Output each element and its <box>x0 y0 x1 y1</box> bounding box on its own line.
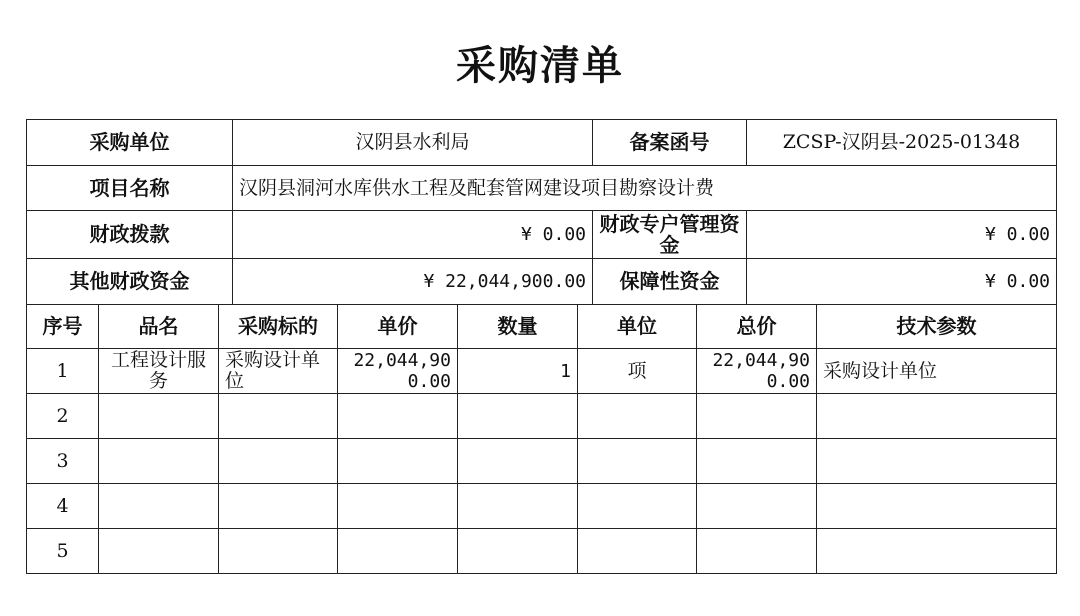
header-target: 采购标的 <box>219 305 338 349</box>
items-header-row <box>27 305 1057 349</box>
header-qty: 数量 <box>458 305 578 349</box>
row-qty <box>458 484 578 529</box>
row-name <box>99 394 219 439</box>
project-label: 项目名称 <box>27 166 233 211</box>
row-total <box>697 439 817 484</box>
header-no: 序号 <box>27 305 99 349</box>
row-unit <box>578 394 697 439</box>
row-unit <box>578 529 697 574</box>
row-target <box>219 529 338 574</box>
guarantee-value: ¥ 0.00 <box>747 259 1057 305</box>
row-qty: 1 <box>458 349 578 394</box>
header-price: 单价 <box>338 305 458 349</box>
row-no: 3 <box>27 439 99 484</box>
fiscal-value: ¥ 0.00 <box>233 211 593 259</box>
row-spec <box>817 439 1057 484</box>
row-target <box>219 439 338 484</box>
items-table <box>26 304 1057 574</box>
special-label: 财政专户管理资金 <box>593 211 747 259</box>
row-unit <box>578 484 697 529</box>
row-price <box>338 439 458 484</box>
row-price <box>338 394 458 439</box>
row-total: 22,044,900.00 <box>697 349 817 394</box>
other-label: 其他财政资金 <box>27 259 233 305</box>
row-spec <box>817 484 1057 529</box>
row-price <box>338 529 458 574</box>
row-qty <box>458 394 578 439</box>
row-spec: 采购设计单位 <box>817 349 1057 394</box>
row-name: 工程设计服务 <box>99 349 219 394</box>
info-row-project <box>27 166 1057 211</box>
header-total: 总价 <box>697 305 817 349</box>
row-spec <box>817 529 1057 574</box>
row-spec <box>817 394 1057 439</box>
row-unit: 项 <box>578 349 697 394</box>
info-row-fiscal <box>27 211 1057 259</box>
table-row <box>27 484 1057 529</box>
header-unit: 单位 <box>578 305 697 349</box>
row-qty <box>458 439 578 484</box>
page-title: 采购清单 <box>456 43 624 89</box>
table-row <box>27 439 1057 484</box>
row-target <box>219 484 338 529</box>
row-no: 2 <box>27 394 99 439</box>
row-price: 22,044,900.00 <box>338 349 458 394</box>
info-row-other <box>27 259 1057 305</box>
row-total <box>697 484 817 529</box>
row-name <box>99 529 219 574</box>
row-unit <box>578 439 697 484</box>
row-total <box>697 394 817 439</box>
project-value: 汉阴县洞河水库供水工程及配套管网建设项目勘察设计费 <box>233 166 1057 211</box>
table-row <box>27 529 1057 574</box>
unit-label: 采购单位 <box>27 120 233 166</box>
table-row <box>27 349 1057 394</box>
row-no: 5 <box>27 529 99 574</box>
record-value: ZCSP-汉阴县-2025-01348 <box>747 120 1057 166</box>
row-no: 1 <box>27 349 99 394</box>
row-price <box>338 484 458 529</box>
special-value: ¥ 0.00 <box>747 211 1057 259</box>
row-qty <box>458 529 578 574</box>
guarantee-label: 保障性资金 <box>593 259 747 305</box>
row-total <box>697 529 817 574</box>
row-name <box>99 439 219 484</box>
row-no: 4 <box>27 484 99 529</box>
other-value: ¥ 22,044,900.00 <box>233 259 593 305</box>
fiscal-label: 财政拨款 <box>27 211 233 259</box>
unit-value: 汉阴县水利局 <box>233 120 593 166</box>
row-name <box>99 484 219 529</box>
row-target: 采购设计单位 <box>219 349 338 394</box>
row-target <box>219 394 338 439</box>
header-spec: 技术参数 <box>817 305 1057 349</box>
header-name: 品名 <box>99 305 219 349</box>
table-row <box>27 394 1057 439</box>
info-row-unit <box>27 120 1057 166</box>
procurement-info-table <box>26 119 1057 305</box>
record-label: 备案函号 <box>593 120 747 166</box>
